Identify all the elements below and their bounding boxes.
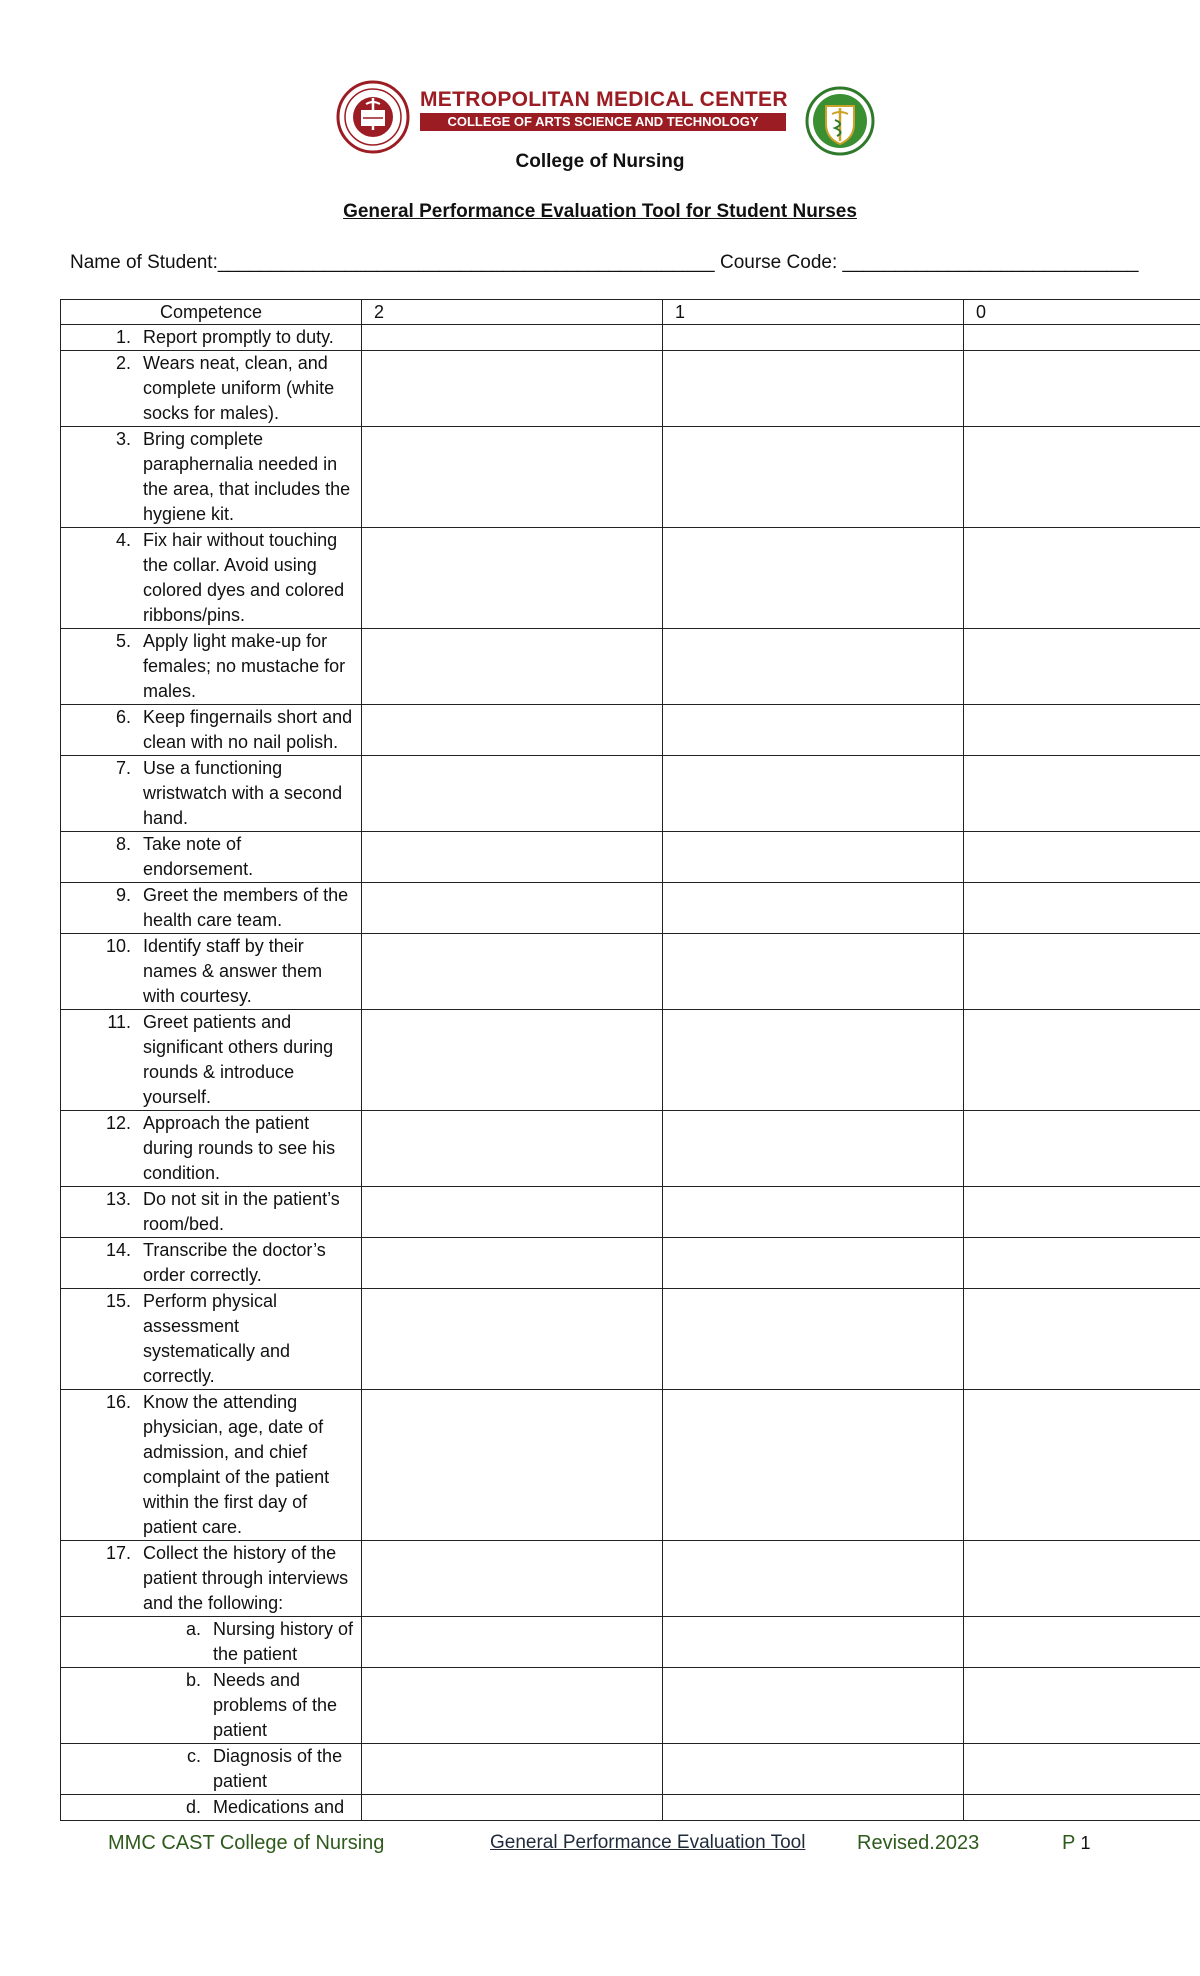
score-2-cell[interactable] <box>362 1010 663 1111</box>
score-0-cell[interactable] <box>964 1668 1200 1744</box>
item-number: 12. <box>105 1113 131 1133</box>
item-text: Greet the members of the health care team. <box>143 885 349 930</box>
competence-item <box>61 1010 361 1110</box>
score-2-cell[interactable] <box>362 1238 663 1289</box>
item-text: Diagnosis of the patient <box>213 1746 343 1791</box>
score-1-cell[interactable] <box>663 1668 964 1744</box>
score-1-cell[interactable] <box>663 351 964 427</box>
item-text: Fix hair without touching the collar. Avoid using colored dyes and colored ribbons/pins. <box>143 530 345 625</box>
item-number: 10. <box>105 936 131 956</box>
score-0-cell[interactable] <box>964 1390 1200 1541</box>
footer-revision: Revised.2023 <box>857 1832 980 1854</box>
competence-cell <box>61 629 362 705</box>
score-0-cell[interactable] <box>964 351 1200 427</box>
competence-cell <box>61 1668 362 1744</box>
score-0-cell[interactable] <box>964 1795 1200 1821</box>
footer-tool-name: General Performance Evaluation Tool <box>490 1832 806 1853</box>
score-1-cell[interactable] <box>663 629 964 705</box>
table-row <box>61 1238 1200 1289</box>
score-2-cell[interactable] <box>362 1187 663 1238</box>
score-0-cell[interactable] <box>964 1541 1200 1617</box>
competence-item <box>61 1187 361 1237</box>
score-0-cell[interactable] <box>964 934 1200 1010</box>
competence-cell <box>61 934 362 1010</box>
table-row <box>61 1289 1200 1390</box>
score-1-cell[interactable] <box>663 427 964 528</box>
header-score-2: 2 <box>362 300 663 325</box>
score-0-cell[interactable] <box>964 705 1200 756</box>
competence-item <box>61 1289 361 1389</box>
item-text: Perform physical assessment systematically and correctly. <box>143 1291 291 1386</box>
competence-cell <box>61 1111 362 1187</box>
item-text: Keep fingernails short and clean with no nail polish. <box>143 707 353 752</box>
competence-item <box>61 1541 361 1616</box>
college-name: College of Nursing <box>515 151 685 172</box>
score-2-cell[interactable] <box>362 1668 663 1744</box>
score-1-cell[interactable] <box>663 883 964 934</box>
competence-cell <box>61 1617 362 1668</box>
competence-cell <box>61 351 362 427</box>
score-1-cell[interactable] <box>663 832 964 883</box>
table-row <box>61 1010 1200 1111</box>
competence-subitem <box>61 1668 361 1743</box>
competence-item <box>61 629 361 704</box>
competence-item <box>61 528 361 628</box>
competence-subitem <box>61 1795 361 1820</box>
competence-subitem <box>61 1617 361 1667</box>
table-row <box>61 528 1200 629</box>
header-score-1: 1 <box>663 300 964 325</box>
score-0-cell[interactable] <box>964 1238 1200 1289</box>
student-name-field[interactable]: Name of Student:_______________________________________________ <box>70 252 715 273</box>
score-1-cell[interactable] <box>663 1111 964 1187</box>
footer-page <box>1062 1832 1091 1855</box>
table-row <box>61 1187 1200 1238</box>
score-0-cell[interactable] <box>964 1617 1200 1668</box>
item-text: Greet patients and significant others during rounds & introduce yourself. <box>143 1012 334 1107</box>
competence-item <box>61 756 361 831</box>
item-number: 5. <box>115 631 131 651</box>
table-row <box>61 1668 1200 1744</box>
competence-cell <box>61 325 362 351</box>
item-text: Take note of endorsement. <box>143 834 254 879</box>
competence-item <box>61 1390 361 1540</box>
institution-banner <box>420 88 786 131</box>
item-number: 9. <box>115 885 131 905</box>
item-number: 2. <box>115 353 131 373</box>
score-2-cell[interactable] <box>362 1289 663 1390</box>
competence-item <box>61 1238 361 1288</box>
table-row <box>61 1744 1200 1795</box>
item-number: 11. <box>107 1012 131 1032</box>
score-2-cell[interactable] <box>362 1744 663 1795</box>
score-1-cell[interactable] <box>663 1795 964 1821</box>
competence-item <box>61 1111 361 1186</box>
competence-item <box>61 427 361 527</box>
score-2-cell[interactable] <box>362 883 663 934</box>
score-1-cell[interactable] <box>663 1541 964 1617</box>
course-code-field[interactable]: Course Code: ____________________________ <box>720 252 1139 273</box>
item-text: Know the attending physician, age, date of admission, and chief complaint of the patient within the first day of patient care. <box>143 1392 330 1537</box>
item-text: Use a functioning wristwatch with a second hand. <box>143 758 343 828</box>
item-text: Transcribe the doctor’s order correctly. <box>143 1240 326 1285</box>
score-2-cell[interactable] <box>362 832 663 883</box>
item-number: 4. <box>115 530 131 550</box>
competence-cell <box>61 1010 362 1111</box>
score-2-cell[interactable] <box>362 629 663 705</box>
score-1-cell[interactable] <box>663 705 964 756</box>
table-row <box>61 325 1200 351</box>
table-row <box>61 1617 1200 1668</box>
score-1-cell[interactable] <box>663 934 964 1010</box>
score-0-cell[interactable] <box>964 528 1200 629</box>
score-0-cell[interactable] <box>964 883 1200 934</box>
competence-cell <box>61 1390 362 1541</box>
evaluation-table <box>60 299 1200 1821</box>
score-1-cell[interactable] <box>663 1238 964 1289</box>
competence-cell <box>61 528 362 629</box>
table-row <box>61 756 1200 832</box>
competence-cell <box>61 427 362 528</box>
score-0-cell[interactable] <box>964 832 1200 883</box>
score-2-cell[interactable] <box>362 1111 663 1187</box>
institution-name: METROPOLITAN MEDICAL CENTER <box>420 88 788 111</box>
item-text: Apply light make-up for females; no mustache for males. <box>143 631 346 701</box>
competence-cell <box>61 1238 362 1289</box>
score-2-cell[interactable] <box>362 528 663 629</box>
competence-item <box>61 351 361 426</box>
item-number: a. <box>185 1619 201 1639</box>
table-row <box>61 1795 1200 1821</box>
table-row <box>61 832 1200 883</box>
competence-cell <box>61 1187 362 1238</box>
score-2-cell[interactable] <box>362 705 663 756</box>
score-2-cell[interactable] <box>362 427 663 528</box>
table-row <box>61 1111 1200 1187</box>
score-1-cell[interactable] <box>663 528 964 629</box>
score-2-cell[interactable] <box>362 1541 663 1617</box>
score-1-cell[interactable] <box>663 325 964 351</box>
nursing-caduceus-shield-icon <box>804 86 876 156</box>
table-row <box>61 934 1200 1010</box>
item-number: 15. <box>105 1291 131 1311</box>
score-1-cell[interactable] <box>663 756 964 832</box>
item-number: 17. <box>105 1543 131 1563</box>
score-0-cell[interactable] <box>964 1744 1200 1795</box>
mmc-seal-icon <box>333 80 413 154</box>
competence-item <box>61 883 361 933</box>
competence-cell <box>61 705 362 756</box>
competence-item <box>61 934 361 1009</box>
competence-cell <box>61 1795 362 1821</box>
competence-cell <box>61 1744 362 1795</box>
score-1-cell[interactable] <box>663 1289 964 1390</box>
score-1-cell[interactable] <box>663 1390 964 1541</box>
competence-cell <box>61 756 362 832</box>
table-row <box>61 1390 1200 1541</box>
table-row <box>61 883 1200 934</box>
document-title: General Performance Evaluation Tool for Student Nurses <box>343 201 857 222</box>
item-number: 3. <box>115 429 131 449</box>
item-number: d. <box>185 1797 201 1817</box>
score-0-cell[interactable] <box>964 1289 1200 1390</box>
score-2-cell[interactable] <box>362 1617 663 1668</box>
score-1-cell[interactable] <box>663 1010 964 1111</box>
score-0-cell[interactable] <box>964 756 1200 832</box>
item-text: Report promptly to duty. <box>143 327 334 347</box>
competence-cell <box>61 1541 362 1617</box>
table-row <box>61 629 1200 705</box>
item-number: 6. <box>115 707 131 727</box>
table-row <box>61 1541 1200 1617</box>
footer-college: MMC CAST College of Nursing <box>108 1832 385 1854</box>
item-text: Nursing history of the patient <box>213 1619 354 1664</box>
subinstitution-name: COLLEGE OF ARTS SCIENCE AND TECHNOLOGY <box>420 113 786 131</box>
score-2-cell[interactable] <box>362 351 663 427</box>
item-text: Bring complete paraphernalia needed in the area, that includes the hygiene kit. <box>143 429 351 524</box>
score-0-cell[interactable] <box>964 1187 1200 1238</box>
score-2-cell[interactable] <box>362 1795 663 1821</box>
item-number: 13. <box>105 1189 131 1209</box>
item-text: Collect the history of the patient through interviews and the following: <box>143 1543 349 1613</box>
item-text: Medications and <box>213 1797 345 1817</box>
document-header <box>0 80 1200 160</box>
competence-item <box>61 832 361 882</box>
score-1-cell[interactable] <box>663 1744 964 1795</box>
competence-item <box>61 325 361 350</box>
footer-page-number: 1 <box>1080 1833 1091 1853</box>
item-number: 8. <box>115 834 131 854</box>
item-number: 14. <box>105 1240 131 1260</box>
item-text: Needs and problems of the patient <box>213 1670 338 1740</box>
item-text: Identify staff by their names & answer them with courtesy. <box>143 936 323 1006</box>
item-text: Approach the patient during rounds to see his condition. <box>143 1113 336 1183</box>
item-number: b. <box>185 1670 201 1690</box>
score-0-cell[interactable] <box>964 629 1200 705</box>
score-2-cell[interactable] <box>362 934 663 1010</box>
table-row <box>61 351 1200 427</box>
score-1-cell[interactable] <box>663 1617 964 1668</box>
item-number: 7. <box>115 758 131 778</box>
header-score-0: 0 <box>964 300 1200 325</box>
evaluation-table-body <box>61 325 1200 1821</box>
competence-cell <box>61 1289 362 1390</box>
score-0-cell[interactable] <box>964 1010 1200 1111</box>
score-2-cell[interactable] <box>362 325 663 351</box>
score-1-cell[interactable] <box>663 1187 964 1238</box>
competence-subitem <box>61 1744 361 1794</box>
competence-item <box>61 705 361 755</box>
competence-cell <box>61 832 362 883</box>
score-0-cell[interactable] <box>964 427 1200 528</box>
item-text: Wears neat, clean, and complete uniform (white socks for males). <box>143 353 335 423</box>
score-2-cell[interactable] <box>362 1390 663 1541</box>
item-number: c. <box>186 1746 201 1766</box>
item-number: 1. <box>115 327 131 347</box>
item-number: 16. <box>105 1392 131 1412</box>
score-0-cell[interactable] <box>964 1111 1200 1187</box>
competence-cell <box>61 883 362 934</box>
score-2-cell[interactable] <box>362 756 663 832</box>
score-0-cell[interactable] <box>964 325 1200 351</box>
header-competence: Competence <box>61 300 362 325</box>
footer-page-prefix: P <box>1062 1832 1075 1854</box>
table-row <box>61 427 1200 528</box>
table-row <box>61 705 1200 756</box>
item-text: Do not sit in the patient’s room/bed. <box>143 1189 340 1234</box>
table-header-row <box>61 300 1200 325</box>
